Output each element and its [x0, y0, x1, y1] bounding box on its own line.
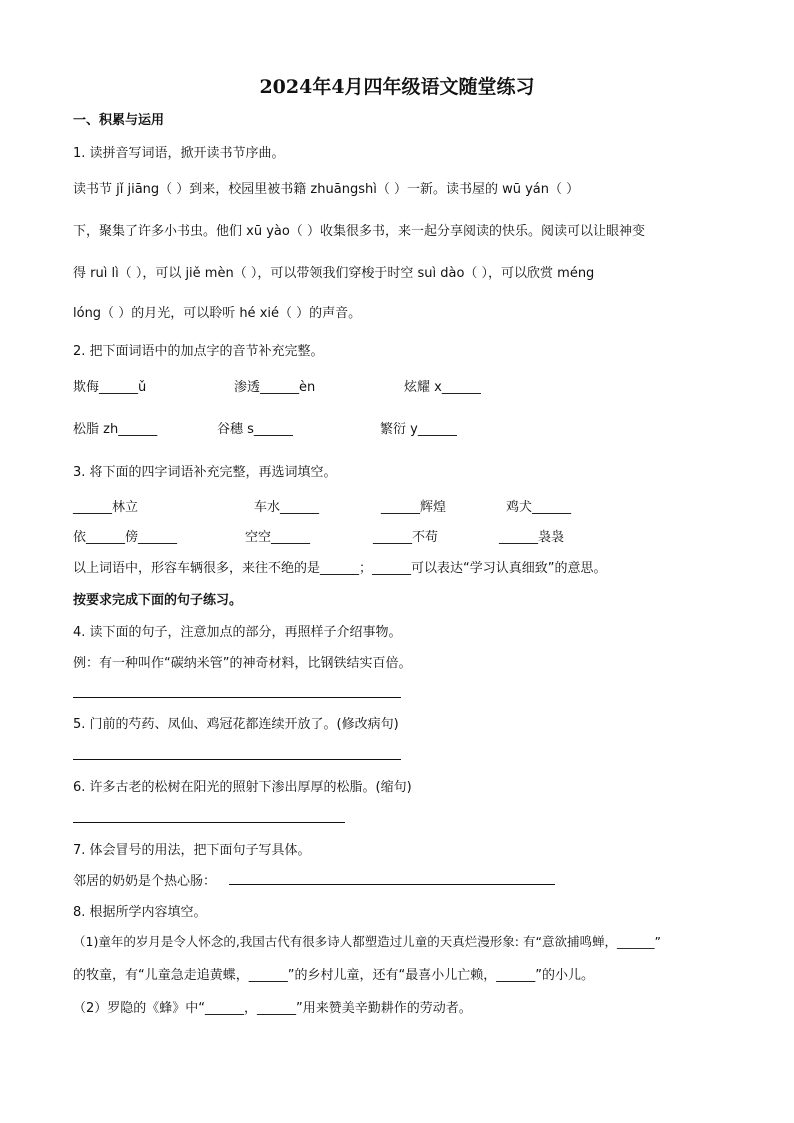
question-4-stem: 4. 读下面的句子，注意加点的部分，再照样子介绍事物。: [73, 625, 402, 640]
idiom-blank: ______不苟: [373, 530, 439, 545]
question-8-stem: 8. 根据所学内容填空。: [73, 905, 207, 920]
question-8-part-2: （2）罗隐的《蜂》中“______，______”用来赞美辛勤耕作的劳动者。: [73, 1001, 472, 1016]
question-3-stem: 3. 将下面的四字词语补充完整，再选词填空。: [73, 465, 337, 480]
idiom-blank: 车水______: [254, 500, 320, 515]
question-4-example: 例：有一种叫作“碳纳米管”的神奇材料，比钢铁结实百倍。: [73, 656, 412, 671]
question-7-stem: 7. 体会冒号的用法，把下面句子写具体。: [73, 843, 311, 858]
question-1-stem: 1. 读拼音写词语，掀开读书节序曲。: [73, 146, 285, 161]
question-1-line-1: 读书节 jǐ jiāng（ ）到来，校园里被书籍 zhuāngshì（ ）一新。读书屋的 wū yán（ ）: [73, 182, 580, 197]
question-2-item: 炫耀 x______: [404, 380, 481, 395]
question-8-part-1-line-2: 的牧童，有“儿童急走追黄蝶，______”的乡村儿童，还有“最喜小儿亡赖，______”的小儿。: [73, 968, 594, 983]
question-8-part-1-line-1: （1)童年的岁月是令人怀念的,我国古代有很多诗人都塑造过儿童的天真烂漫形象: 有“意欲捕鸣蝉，______”: [73, 934, 661, 949]
question-2-item: 欺侮______ǔ: [73, 380, 147, 395]
idiom-blank: 鸡犬______: [506, 500, 572, 515]
question-1-line-2: 下，聚集了许多小书虫。他们 xū yào（ ）收集很多书，来一起分享阅读的快乐。阅读可以让眼神变: [73, 224, 645, 239]
question-7-prompt: 邻居的奶奶是个热心肠：: [73, 874, 217, 889]
idiom-blank: ______辉煌: [381, 500, 447, 515]
section-heading-accumulation: 一、积累与运用: [73, 113, 165, 128]
question-2-item: 松脂 zh______: [73, 422, 158, 437]
question-2-stem: 2. 把下面词语中的加点字的音节补充完整。: [73, 344, 324, 359]
answer-line[interactable]: [73, 822, 345, 823]
answer-line[interactable]: [229, 884, 555, 885]
answer-line[interactable]: [73, 759, 401, 760]
idiom-blank: ______袅袅: [499, 530, 565, 545]
question-1-line-3: 得 ruì lì（ ），可以 jiě mèn（ ），可以带领我们穿梭于时空 suì dào（ ），可以欣赏 méng: [73, 266, 595, 281]
question-2-item: 渗透______èn: [234, 380, 316, 395]
question-2-item: 繁衍 y______: [380, 422, 457, 437]
section-heading-sentences: 按要求完成下面的句子练习。: [73, 593, 243, 608]
question-3-fill-sentence: 以上词语中，形容车辆很多，来往不绝的是______；______可以表达“学习认真细致”的意思。: [73, 561, 607, 576]
question-5-stem: 5. 门前的芍药、凤仙、鸡冠花都连续开放了。(修改病句): [73, 717, 399, 732]
question-1-line-4: lóng（ ）的月光，可以聆听 hé xié（ ）的声音。: [73, 306, 362, 321]
idiom-blank: 空空______: [245, 530, 311, 545]
question-2-item: 谷穗 s______: [217, 422, 293, 437]
question-6-stem: 6. 许多古老的松树在阳光的照射下渗出厚厚的松脂。(缩句): [73, 780, 412, 795]
idiom-blank: 依______傍______: [73, 530, 178, 545]
idiom-blank: ______林立: [73, 500, 139, 515]
page-title: 2024年4月四年级语文随堂练习: [259, 76, 535, 98]
answer-line[interactable]: [73, 697, 401, 698]
